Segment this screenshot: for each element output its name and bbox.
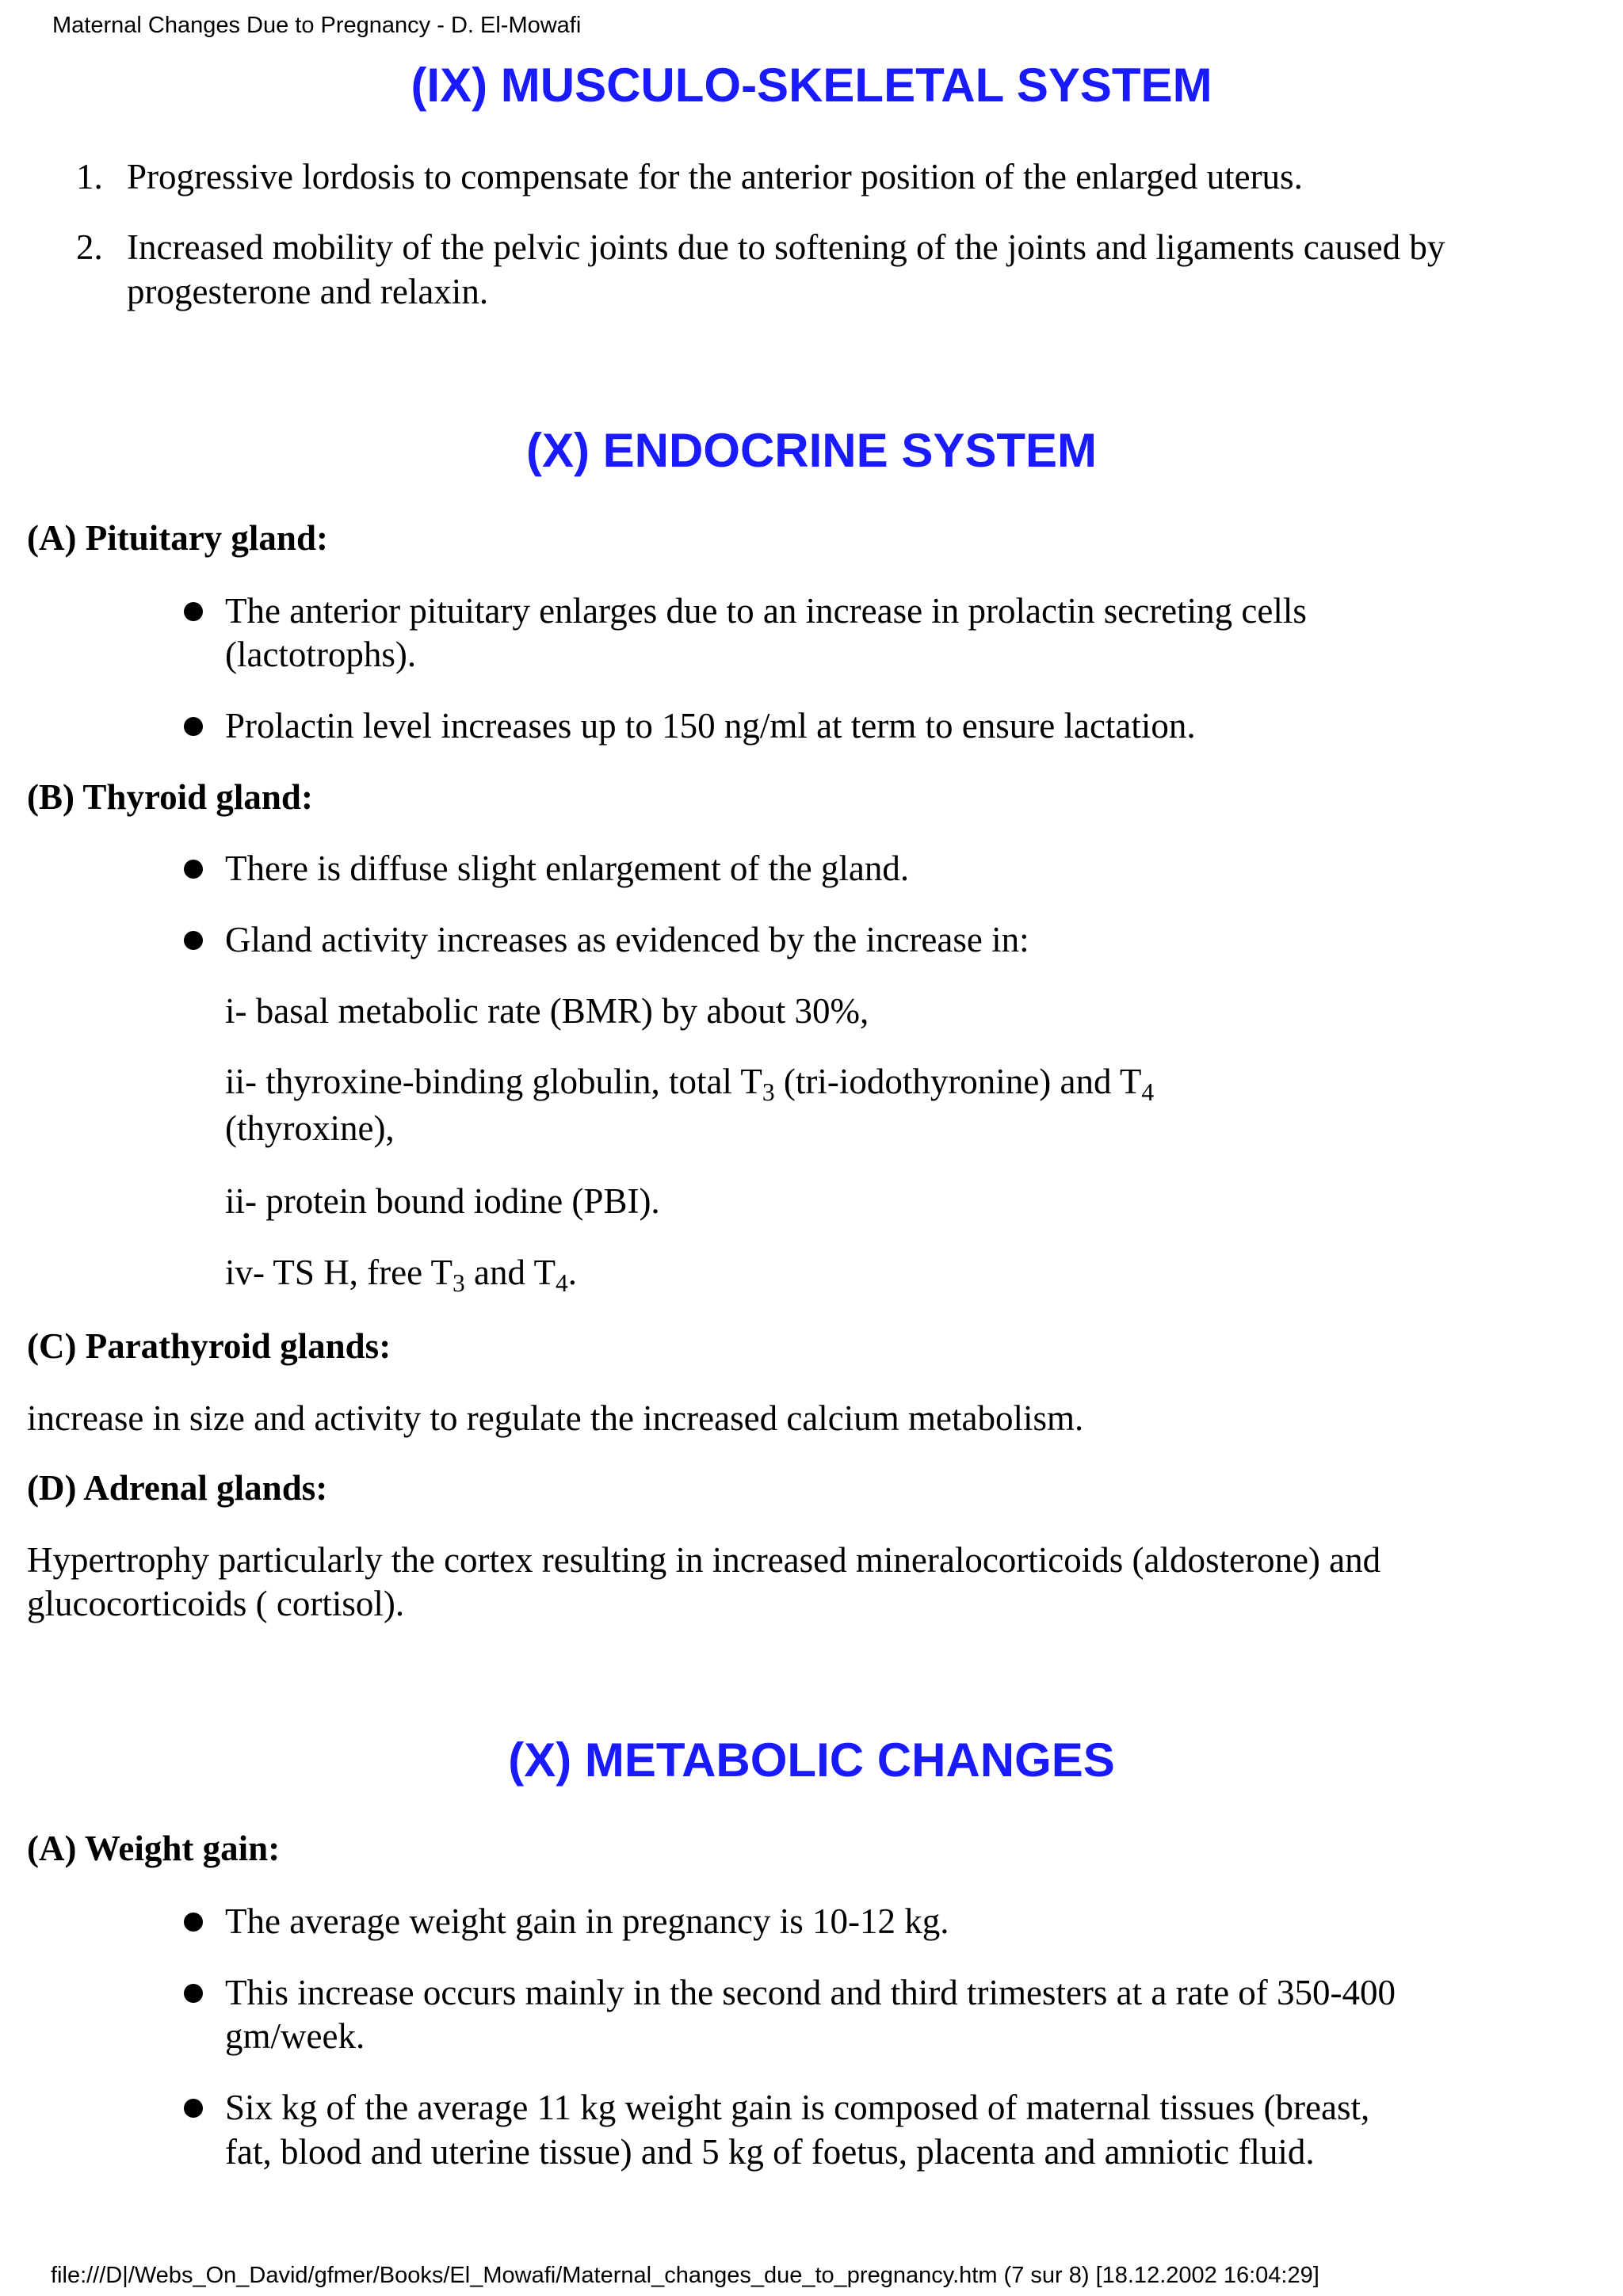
parathyroid-text: increase in size and activity to regulate the increased calcium metabolism.	[27, 1398, 1084, 1438]
list-item-text: Increased mobility of the pelvic joints due to softening of the joints and ligaments caused by	[127, 227, 1445, 267]
bullet-icon	[184, 1984, 203, 2003]
bullet-icon	[184, 860, 203, 879]
section-title-musculo-skeletal: (IX) MUSCULO-SKELETAL SYSTEM	[411, 59, 1212, 112]
subheading-weight-gain: (A) Weight gain:	[27, 1829, 281, 1868]
bullet-text: Prolactin level increases up to 150 ng/ml at term to ensure lactation.	[225, 706, 1196, 746]
bullet-text: Six kg of the average 11 kg weight gain is composed of maternal tissues (breast,	[225, 2088, 1370, 2127]
running-footer: file:///D|/Webs_On_David/gfmer/Books/El_Mowafi/Maternal_changes_due_to_pregnancy.htm (7 sur 8) [18.12.2002 16:04:29]	[51, 2263, 1319, 2288]
subheading-parathyroid: (C) Parathyroid glands:	[27, 1326, 391, 1366]
bullet-text: Gland activity increases as evidenced by the increase in:	[225, 920, 1029, 959]
adrenal-text: glucocorticoids ( cortisol).	[27, 1584, 405, 1623]
bullet-icon	[184, 717, 203, 736]
thyroid-item-ii-continued: (thyroxine),	[225, 1108, 395, 1148]
thyroid-item-i: i- basal metabolic rate (BMR) by about 30%,	[225, 991, 869, 1031]
bullet-text: The anterior pituitary enlarges due to an increase in prolactin secreting cells	[225, 591, 1307, 631]
subheading-pituitary: (A) Pituitary gland:	[27, 518, 328, 558]
running-header: Maternal Changes Due to Pregnancy - D. El-Mowafi	[52, 13, 582, 38]
list-number: 2.	[76, 227, 103, 267]
list-item-text: Progressive lordosis to compensate for the anterior position of the enlarged uterus.	[127, 157, 1303, 196]
adrenal-text: Hypertrophy particularly the cortex resulting in increased mineralocorticoids (aldosterone) and	[27, 1540, 1381, 1580]
section-title-endocrine: (X) ENDOCRINE SYSTEM	[525, 424, 1098, 477]
bullet-text: The average weight gain in pregnancy is 10-12 kg.	[225, 1901, 949, 1941]
subheading-adrenal: (D) Adrenal glands:	[27, 1468, 328, 1508]
thyroid-item-iv: iv- TS H, free $T_3$ and $T_4$.	[225, 1253, 577, 1297]
bullet-icon	[184, 2099, 203, 2118]
thyroid-item-ii: ii- thyroxine-binding globulin, total $T_3$ (tri-iodothyronine) and $T_4$	[225, 1062, 1155, 1106]
bullet-text: (lactotrophs).	[225, 635, 417, 674]
bullet-text: fat, blood and uterine tissue) and 5 kg of foetus, placenta and amniotic fluid.	[225, 2132, 1315, 2172]
bullet-text: There is diffuse slight enlargement of the gland.	[225, 849, 910, 888]
list-number: 1.	[76, 157, 103, 196]
bullet-icon	[184, 931, 203, 950]
bullet-text: gm/week.	[225, 2016, 365, 2056]
list-item-text: progesterone and relaxin.	[127, 272, 489, 311]
section-title-metabolic: (X) METABOLIC CHANGES	[508, 1733, 1115, 1787]
thyroid-item-iii: ii- protein bound iodine (PBI).	[225, 1181, 660, 1221]
bullet-icon	[184, 602, 203, 621]
bullet-icon	[184, 1913, 203, 1932]
subheading-thyroid: (B) Thyroid gland:	[27, 777, 313, 817]
bullet-text: This increase occurs mainly in the second and third trimesters at a rate of 350-400	[225, 1973, 1396, 2012]
